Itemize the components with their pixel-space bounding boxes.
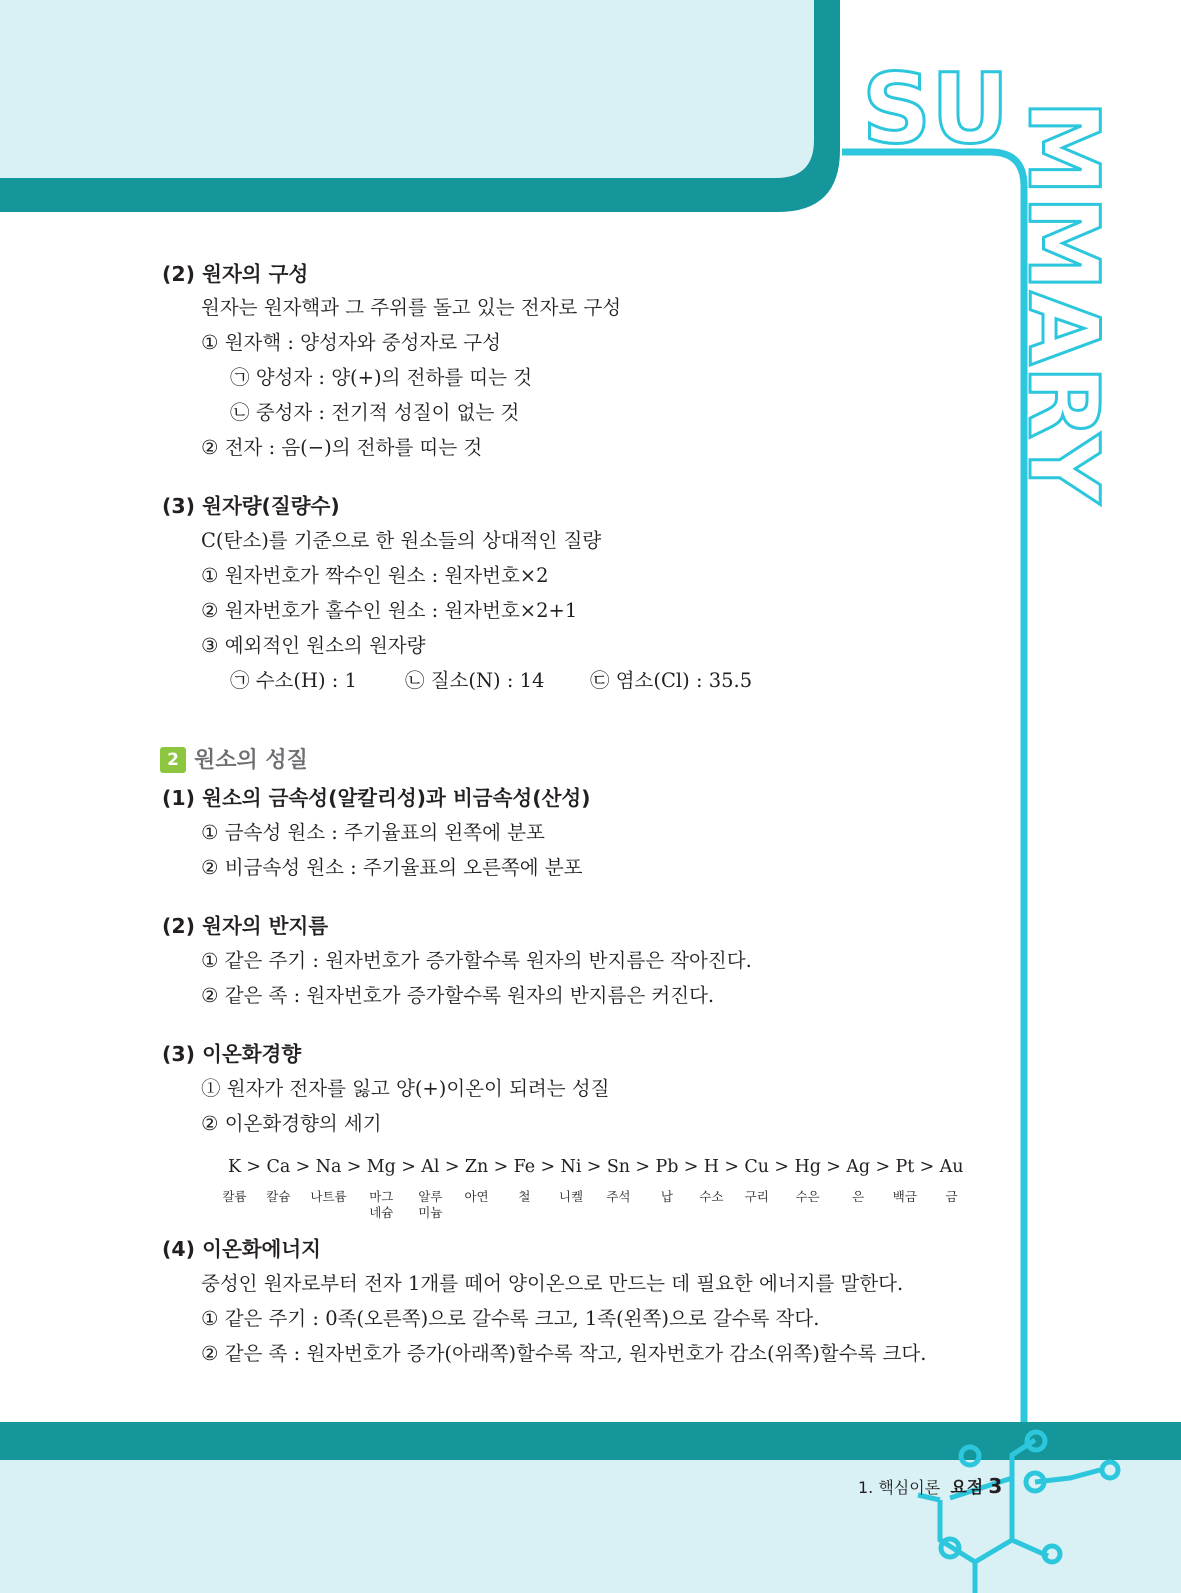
- element-name-label: 알루 미늄: [418, 1189, 443, 1220]
- series-separator: >: [875, 1157, 891, 1177]
- item-metal: ① 금속성 원소 : 주기율표의 왼쪽에 분포: [201, 821, 545, 844]
- series-separator: >: [295, 1157, 311, 1177]
- summary-letters-mmary: MMARY: [1007, 100, 1119, 504]
- series-element: Mg: [366, 1157, 396, 1177]
- heading-ionization-energy: (4) 이온화에너지: [162, 1237, 321, 1261]
- footer-label: 요점: [950, 1478, 984, 1498]
- item-ionization-def: ① 원자가 전자를 잃고 양(+)이온이 되려는 성질: [201, 1077, 610, 1100]
- series-separator: >: [683, 1157, 699, 1177]
- series-element: Ni: [560, 1157, 582, 1177]
- series-element: Fe: [513, 1157, 536, 1177]
- footer-chapter: 1. 핵심이론: [858, 1478, 941, 1497]
- example-hydrogen: ㉠ 수소(H) : 1: [230, 669, 357, 692]
- series-separator: >: [401, 1157, 416, 1177]
- element-name-label: 칼슘: [266, 1189, 291, 1204]
- series-separator: >: [493, 1157, 509, 1177]
- element-name-label: 납: [660, 1189, 673, 1204]
- series-separator: >: [635, 1157, 651, 1177]
- heading-metallic: (1) 원소의 금속성(알칼리성)과 비금속성(산성): [162, 786, 591, 810]
- example-nitrogen: ㉡ 질소(N) : 14: [405, 669, 545, 692]
- text-atomic-mass-intro: C(탄소)를 기준으로 한 원소들의 상대적인 질량: [201, 529, 602, 552]
- element-name-label: 아연: [464, 1189, 489, 1204]
- series-separator: >: [724, 1157, 740, 1177]
- element-name-label: 칼륨: [222, 1189, 247, 1204]
- ionization-series: [228, 1157, 964, 1177]
- element-name-label: 나트륨: [310, 1189, 347, 1204]
- series-separator: >: [540, 1157, 556, 1177]
- summary-letters-su: SU: [862, 53, 1010, 165]
- page-footer: [858, 1473, 1002, 1498]
- series-element: Pb: [655, 1157, 679, 1177]
- series-element: Al: [421, 1157, 440, 1177]
- element-name-label: 니켈: [558, 1189, 584, 1204]
- series-element: Sn: [606, 1157, 631, 1177]
- heading-radius: (2) 원자의 반지름: [162, 914, 329, 938]
- series-element: Zn: [464, 1157, 489, 1177]
- element-name-label: 수은: [795, 1189, 820, 1204]
- item-proton: ㉠ 양성자 : 양(+)의 전하를 띠는 것: [230, 366, 533, 389]
- item-nucleus: ① 원자핵 : 양성자와 중성자로 구성: [201, 331, 501, 354]
- example-chlorine: ㉢ 염소(Cl) : 35.5: [590, 669, 753, 692]
- item-ionization-strength: ② 이온화경향의 세기: [201, 1112, 382, 1135]
- section-heading-element-properties: 2 원소의 성질: [160, 743, 308, 774]
- series-element: Cu: [744, 1157, 770, 1177]
- heading-ionization-tendency: (3) 이온화경향: [162, 1042, 302, 1066]
- series-element: Na: [315, 1157, 342, 1177]
- item-electron: ② 전자 : 음(−)의 전하를 띠는 것: [201, 436, 483, 459]
- series-element: H: [703, 1157, 720, 1177]
- header-panel: [0, 0, 814, 178]
- series-element: K: [228, 1157, 242, 1177]
- series-separator: >: [919, 1157, 935, 1177]
- page-number: 3: [988, 1474, 1003, 1498]
- series-element: Pt: [895, 1157, 915, 1177]
- section-number-badge: 2: [160, 747, 186, 773]
- item-radius-period: ① 같은 주기 : 원자번호가 증가할수록 원자의 반지름은 작아진다.: [201, 949, 752, 972]
- element-name-label: 백금: [892, 1189, 917, 1204]
- series-separator: >: [444, 1157, 460, 1177]
- element-name-label: 마그 네슘: [369, 1189, 394, 1220]
- series-separator: >: [774, 1157, 790, 1177]
- text-atom-intro: 원자는 원자핵과 그 주위를 돌고 있는 전자로 구성: [201, 296, 622, 319]
- element-name-label: 금: [945, 1189, 958, 1204]
- series-element: Ag: [846, 1157, 871, 1177]
- item-even: ① 원자번호가 짝수인 원소 : 원자번호×2: [201, 564, 549, 587]
- heading-atomic-mass: (3) 원자량(질량수): [162, 494, 340, 518]
- element-name-label: 구리: [744, 1189, 769, 1204]
- element-name-label: 철: [518, 1189, 531, 1204]
- item-odd: ② 원자번호가 홀수인 원소 : 원자번호×2+1: [201, 599, 578, 622]
- element-name-label: 주석: [606, 1189, 631, 1204]
- series-separator: >: [346, 1157, 362, 1177]
- series-separator: >: [826, 1157, 841, 1177]
- item-radius-group: ② 같은 족 : 원자번호가 증가할수록 원자의 반지름은 커진다.: [201, 984, 715, 1007]
- item-exceptions: ③ 예외적인 원소의 원자량: [201, 634, 426, 657]
- series-separator: >: [586, 1157, 602, 1177]
- text-ionization-energy-intro: 중성인 원자로부터 전자 1개를 떼어 양이온으로 만드는 데 필요한 에너지를 말한다.: [201, 1272, 904, 1295]
- item-energy-group: ② 같은 족 : 원자번호가 증가(아래쪽)할수록 작고, 원자번호가 감소(위쪽)할수록 크다.: [201, 1342, 927, 1365]
- element-name-label: 수소: [699, 1189, 724, 1204]
- element-name-label: 은: [852, 1189, 865, 1204]
- series-element: Au: [939, 1157, 964, 1177]
- frame-line: [842, 152, 1024, 1426]
- series-element: Ca: [266, 1157, 291, 1177]
- item-energy-period: ① 같은 주기 : 0족(오른쪽)으로 갈수록 크고, 1족(왼쪽)으로 갈수록 작다.: [201, 1307, 820, 1330]
- series-separator: >: [246, 1157, 262, 1177]
- item-nonmetal: ② 비금속성 원소 : 주기율표의 오른쪽에 분포: [201, 856, 583, 879]
- series-element: Hg: [794, 1157, 821, 1177]
- footer-band: [0, 1422, 1181, 1460]
- heading-atom-structure: (2) 원자의 구성: [162, 262, 309, 286]
- item-neutron: ㉡ 중성자 : 전기적 성질이 없는 것: [230, 401, 520, 424]
- summary-side-title: [862, 53, 1119, 505]
